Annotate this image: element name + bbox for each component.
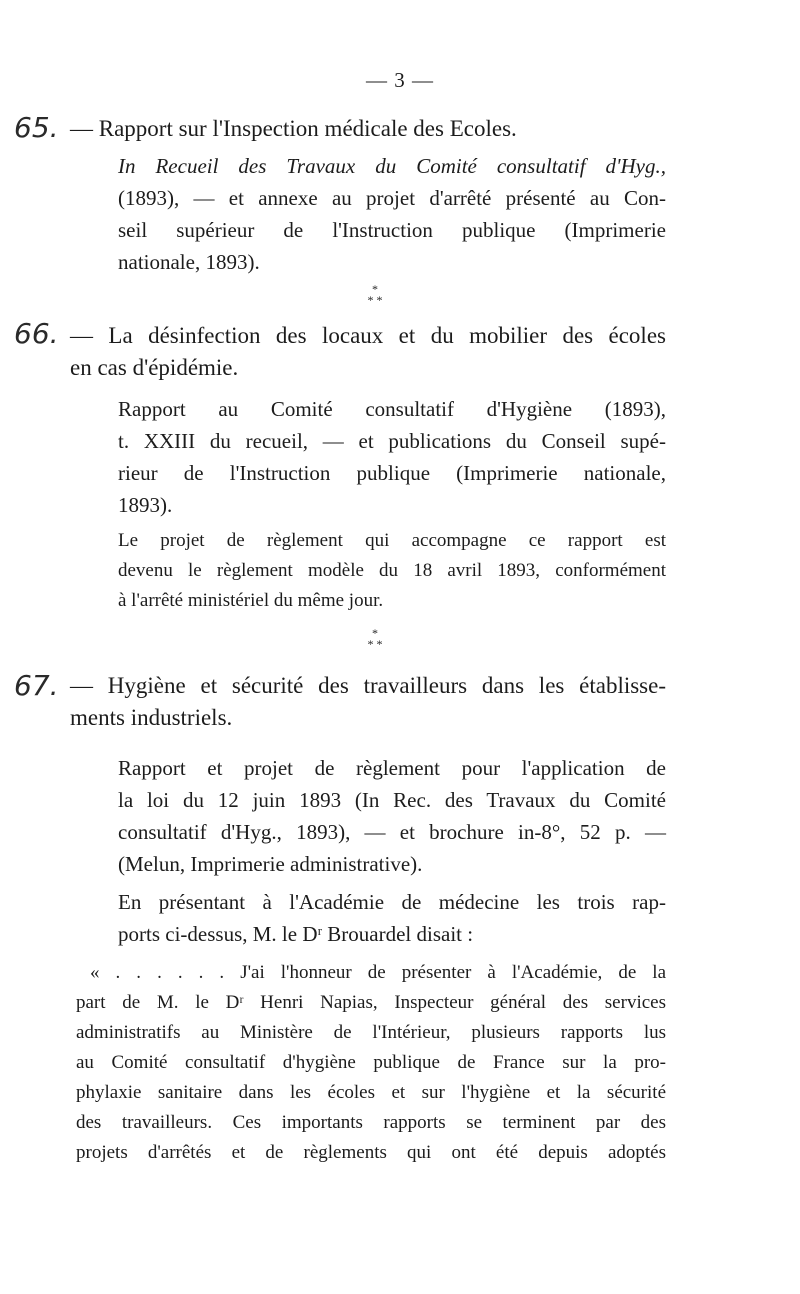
entry-reference	[118, 150, 666, 278]
note-line: à l'arrêté ministériel du même jour.	[118, 590, 384, 611]
reference-line: Rapport et projet de règlement pour l'application de	[118, 756, 666, 780]
presentation-paragraph	[118, 886, 666, 950]
reference-line: Rapport au Comité consultatif d'Hygiène (1893),	[118, 397, 666, 421]
quote-line: des travailleurs. Ces importants rapports se terminent par des	[76, 1112, 666, 1133]
paragraph-line: ports ci-dessus, M. le Dʳ Brouardel disait :	[118, 922, 474, 946]
quote-line: « . . . . . . J'ai l'honneur de présenter à l'Académie, de la	[90, 962, 666, 983]
reference-line: la loi du 12 juin 1893 (In Rec. des Travaux du Comité	[118, 788, 666, 812]
quote-line: projets d'arrêtés et de règlements qui ont été depuis adoptés	[76, 1142, 666, 1163]
entry-title	[70, 670, 666, 734]
reference-line: nationale, 1893).	[118, 250, 260, 274]
title-line: ments industriels.	[70, 705, 233, 730]
reference-line: seil supérieur de l'Instruction publique (Imprimerie	[118, 218, 666, 242]
title-line: en cas d'épidémie.	[70, 355, 239, 380]
reference-line: (1893), — et annexe au projet d'arrêté présenté au Con-	[118, 186, 666, 210]
section-separator: * * *	[367, 282, 383, 307]
handwritten-entry-number: 65.	[14, 111, 59, 144]
entry-title: — Rapport sur l'Inspection médicale des Ecoles.	[70, 116, 517, 141]
quote-line: administratifs au Ministère de l'Intérieur, plusieurs rapports lus	[76, 1022, 666, 1043]
reference-line: consultatif d'Hyg., 1893), — et brochure in-8°, 52 p. —	[118, 820, 666, 844]
title-line: — Hygiène et sécurité des travailleurs dans les établisse-	[70, 673, 666, 698]
entry-note	[118, 526, 666, 616]
title-line: — La désinfection des locaux et du mobilier des écoles	[70, 323, 666, 348]
entry-reference	[118, 752, 666, 880]
reference-line: rieur de l'Instruction publique (Imprimerie nationale,	[118, 461, 666, 485]
entry-reference	[118, 393, 666, 521]
section-separator: * * *	[367, 626, 383, 651]
page-number: — 3 —	[366, 68, 434, 92]
quotation	[76, 958, 666, 1168]
note-line: Le projet de règlement qui accompagne ce rapport est	[118, 530, 666, 551]
handwritten-entry-number: 66.	[14, 317, 59, 350]
quote-line: au Comité consultatif d'hygiène publique de France sur la pro-	[76, 1052, 666, 1073]
reference-line: t. XXIII du recueil, — et publications du Conseil supé-	[118, 429, 666, 453]
entry-title	[70, 320, 666, 384]
quote-line: phylaxie sanitaire dans les écoles et sur l'hygiène et la sécurité	[76, 1082, 666, 1103]
reference-line: 1893).	[118, 493, 173, 517]
note-line: devenu le règlement modèle du 18 avril 1893, conformément	[118, 560, 666, 581]
reference-line: (Melun, Imprimerie administrative).	[118, 852, 423, 876]
quote-line: part de M. le Dʳ Henri Napias, Inspecteur général des services	[76, 992, 666, 1013]
handwritten-entry-number: 67.	[14, 669, 59, 702]
reference-line: In Recueil des Travaux du Comité consultatif d'Hyg.,	[118, 154, 666, 178]
paragraph-line: En présentant à l'Académie de médecine les trois rap-	[118, 890, 666, 914]
